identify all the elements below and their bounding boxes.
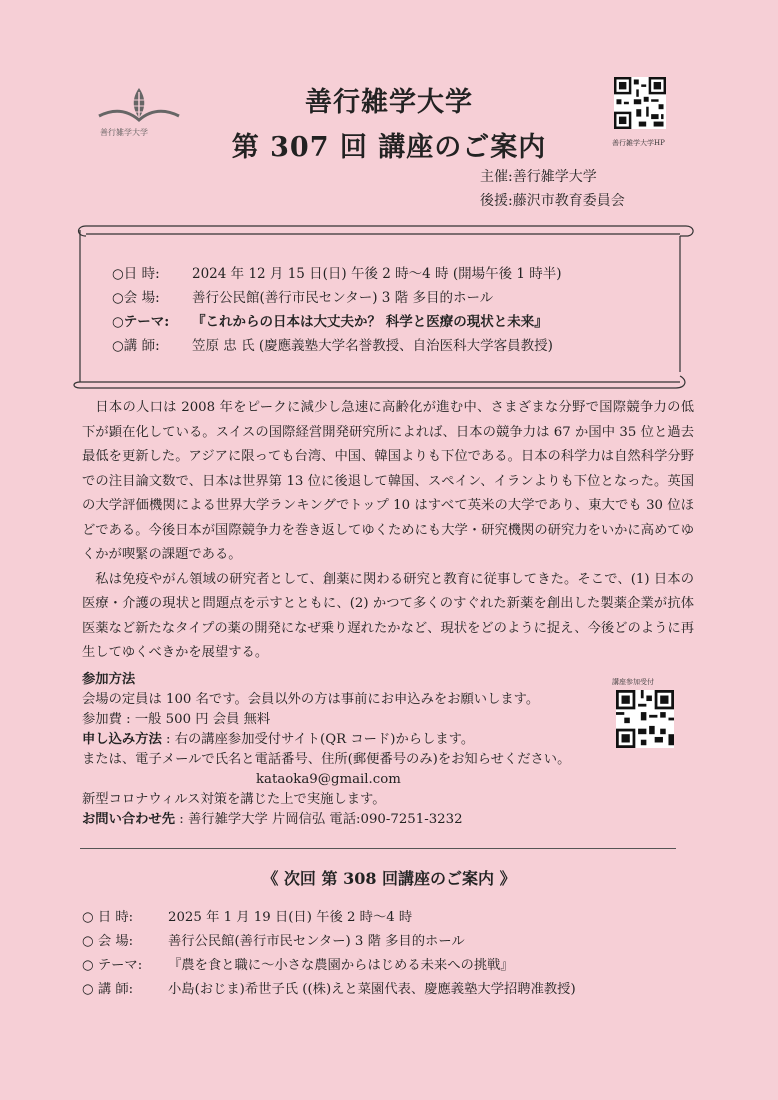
fee-text: 参加費 : 一般 500 円 会員 無料	[82, 712, 271, 727]
next-lecturer-value: 小島(おじま)希世子氏 ((株)えと菜園代表、慶應義塾大学招聘准教授)	[168, 982, 576, 997]
next-date-value: 2025 年 1 月 19 日(日) 午後 2 時～4 時	[168, 910, 413, 925]
theme-value: 『これからの日本は大丈夫か？ 科学と医療の現状と未来』	[192, 314, 548, 330]
lecture-description	[82, 396, 694, 666]
scroll-frame	[68, 222, 698, 390]
event-lecturer	[112, 334, 553, 354]
lecturer-value: 笠原 忠 氏 (慶應義塾大学名誉教授、自治医科大学客員教授)	[192, 338, 553, 354]
next-theme-label: ○ テーマ:	[82, 958, 143, 973]
next-lecture-title: 《 次回 第 308 回講座のご案内 》	[262, 869, 516, 888]
covid-notice: 新型コロナウィルス対策を講じた上で実施します。	[82, 792, 386, 807]
section-divider	[80, 848, 676, 849]
contact-label: お問い合わせ先	[82, 812, 176, 827]
qr-caption: 善行雑学大学HP	[612, 139, 665, 147]
lecturer-label: ○講 師:	[112, 338, 160, 354]
event-date	[112, 262, 562, 282]
theme-label: ○テーマ:	[112, 314, 170, 330]
apply-text: : 右の講座参加受付サイト(QR コード)からします。	[161, 732, 475, 747]
next-venue-label: ○ 会 場:	[82, 934, 134, 949]
next-venue	[82, 930, 465, 949]
participation-section	[82, 670, 602, 830]
registration-qr-code-icon[interactable]	[616, 690, 674, 748]
next-theme	[82, 954, 514, 973]
contact-text: : 善行雑学大学 片岡信弘 電話:090-7251-3232	[175, 812, 463, 827]
page-title: 善行雑学大学	[305, 87, 473, 118]
participation-heading: 参加方法	[82, 672, 136, 687]
lecture-title: 第 307 回 講座のご案内	[231, 132, 547, 163]
event-venue	[112, 286, 493, 306]
email-address[interactable]: kataoka9@gmail.com	[256, 772, 401, 787]
registration-qr-caption: 講座参加受付	[612, 678, 654, 686]
logo-caption: 善行雑学大学	[100, 128, 148, 137]
paragraph-1: 日本の人口は 2008 年をピークに減少し急速に高齢化が進む中、さまざまな分野で国際競争力の低下が顕在化している。スイスの国際経営開発研究所によれば、日本の競争力は 67 か国中 35 位と過去最低を更新した。アジアに限っても台湾、中国、韓国よりも下位である。日本の科学力は自然科学分野での注目論文数で、日本は世界第 13 位に後退して韓国、スペイン、イランよりも下位となった。英国の大学評価機関による世界大学ランキングでトップ 10 はすべて英米の大学であり、東大でも 30 位ほどである。今後日本が国際競争力を巻き返してゆくためにも大学・研究機関の研究力をいかに高めてゆくかが喫緊の課題である。	[82, 400, 694, 562]
venue-value: 善行公民館(善行市民センター) 3 階 多目的ホール	[192, 290, 494, 306]
next-lecturer-label: ○ 講 師:	[82, 982, 134, 997]
date-value: 2024 年 12 月 15 日(日) 午後 2 時～4 時 (開場午後 1 時半)	[192, 266, 562, 282]
venue-label: ○会 場:	[112, 290, 160, 306]
next-lecturer	[82, 978, 576, 997]
capacity-text: 会場の定員は 100 名です。会員以外の方は事前にお申込みをお願いします。	[82, 692, 540, 707]
apply-label: 申し込み方法	[82, 732, 162, 747]
next-venue-value: 善行公民館(善行市民センター) 3 階 多目的ホール	[168, 934, 465, 949]
date-label: ○日 時:	[112, 266, 160, 282]
qr-code-icon[interactable]	[614, 77, 666, 129]
organizer: 主催:善行雑学大学	[480, 169, 597, 185]
next-date-label: ○ 日 時:	[82, 910, 134, 925]
supporter: 後援:藤沢市教育委員会	[480, 193, 625, 209]
next-theme-value: 『農を食と職に～小さな農園からはじめる未来への挑戦』	[168, 958, 514, 973]
event-theme	[112, 310, 548, 330]
paragraph-2: 私は免疫やがん領域の研究者として、創薬に関わる研究と教育に従事してきた。そこで、(1) 日本の医療・介護の現状と問題点を示すとともに、(2) かつて多くのすぐれた新薬を創出した製薬企業が抗体医薬など新たなタイプの薬の開発になぜ乗り遅れたかなど、現状をどのように捉え、今後どのように再生してゆくべきかを展望する。	[82, 571, 694, 660]
email-instructions: または、電子メールで氏名と電話番号、住所(郵便番号のみ)をお知らせください。	[82, 752, 571, 767]
next-date	[82, 906, 412, 925]
